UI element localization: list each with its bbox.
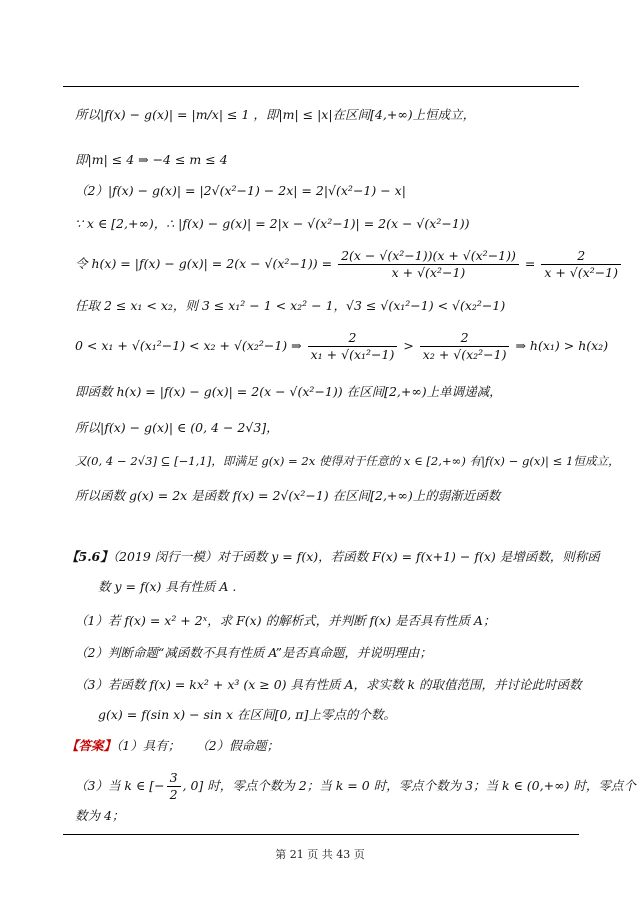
fraction-4-numerator: 2 [420,330,510,347]
fraction-1-denominator: x + √(x²−1) [391,265,466,280]
fraction-2-denominator: x + √(x²−1) [544,265,619,280]
fraction-5 [167,770,181,803]
line-1: 所以|f(x) − g(x)| = |m/x| ≤ 1 ，即|m| ≤ |x|在区间[4,+∞)上恒成立， [75,107,476,122]
line-11: 所以函数 g(x) = 2x 是函数 f(x) = 2√(x²−1) 在区间[2,+∞)上的弱渐近函数 [75,488,501,503]
fraction-1-numerator: 2(x − √(x²−1))(x + √(x²−1)) [338,248,519,265]
problem-line-1 [66,548,600,566]
line-7-rhs: ⇒ h(x₁) > h(x₂) [515,338,609,353]
fraction-5-numerator: 3 [167,770,181,787]
answer-line-3-continued: 数为 4； [75,808,125,823]
line-7-lhs: 0 < x₁ + √(x₁²−1) < x₂ + √(x₂²−1) ⇒ [75,338,302,353]
problem-text-1: （2019 闵行一模）对于函数 y = f(x)，若函数 F(x) = f(x+1) − f(x) 是增函数，则称函 [112,549,600,564]
answer-1: （1）具有； [116,738,181,753]
line-2: 即|m| ≤ 4 ⇒ −4 ≤ m ≤ 4 [75,152,228,167]
line-10: 又(0, 4 − 2√3] ⊆ [−1,1]，即满足 g(x) = 2x 使得对于任意的 x ∈ [2,+∞) 有|f(x) − g(x)| ≤ 1恒成立， [75,454,620,468]
fraction-3-numerator: 2 [308,330,398,347]
line-4: ∵ x ∈ [2,+∞)，∴ |f(x) − g(x)| = 2|x − √(x²−1)| = 2(x − √(x²−1)) [75,216,470,231]
line-6: 任取 2 ≤ x₁ < x₂，则 3 ≤ x₁² − 1 < x₂² − 1，√3 ≤ √(x₁²−1) < √(x₂²−1) [75,298,506,313]
fraction-1 [338,248,519,281]
answer-2: （2）假命题； [196,738,280,753]
answer-3-rest: 时，零点个数为 2；当 k = 0 时，零点个数为 3；当 k ∈ (0,+∞) 时，零点个 [207,778,636,793]
bottom-rule [63,834,579,835]
line-7 [75,330,609,363]
question-2: （2）判断命题“减函数不具有性质 A”是否真命题，并说明理由； [75,645,432,660]
line-8: 即函数 h(x) = |f(x) − g(x)| = 2(x − √(x²−1)) 在区间[2,+∞)上单调递减， [75,384,502,399]
answer-3-interval-open: [− [149,778,165,793]
problem-line-2: 数 y = f(x) 具有性质 A . [98,579,237,594]
fraction-3 [308,330,398,363]
answer-line-1 [66,737,571,755]
fraction-4-denominator: x₂ + √(x₂²−1) [422,347,507,362]
problem-label: 【5.6】 [66,549,113,564]
line-9: 所以|f(x) − g(x)| ∈ (0, 4 − 2√3]， [75,420,279,435]
line-5-lhs: 令 h(x) = |f(x) − g(x)| = 2(x − √(x²−1)) = [75,256,333,271]
question-1: （1）若 f(x) = x² + 2ˣ，求 F(x) 的解析式，并判断 f(x) 是否具有性质 A； [75,613,496,628]
fraction-2-numerator: 2 [541,248,621,265]
fraction-2 [541,248,621,281]
line-5 [75,248,619,281]
page-footer: 第 21 页 共 43 页 [275,848,365,861]
question-3: （3）若函数 f(x) = kx² + x³ (x ≥ 0) 具有性质 A，求实数 k 的取值范围，并讨论此时函数 [75,677,582,692]
question-3-continued: g(x) = f(sin x) − sin x 在区间[0, π]上零点的个数。 [98,707,396,722]
greater-sign: > [403,338,414,353]
answer-line-3 [75,770,636,803]
equals-sign: = [524,256,536,271]
fraction-4 [420,330,510,363]
answer-3-interval-close: , 0] [182,778,204,793]
answer-label: 【答案】 [66,738,117,753]
fraction-3-denominator: x₁ + √(x₁²−1) [310,347,395,362]
line-3: （2）|f(x) − g(x)| = |2√(x²−1) − 2x| = 2|√(x²−1) − x| [75,183,406,198]
answer-3-prefix: （3）当 k ∈ [75,778,146,793]
top-rule [63,86,579,87]
fraction-5-denominator: 2 [169,787,178,802]
